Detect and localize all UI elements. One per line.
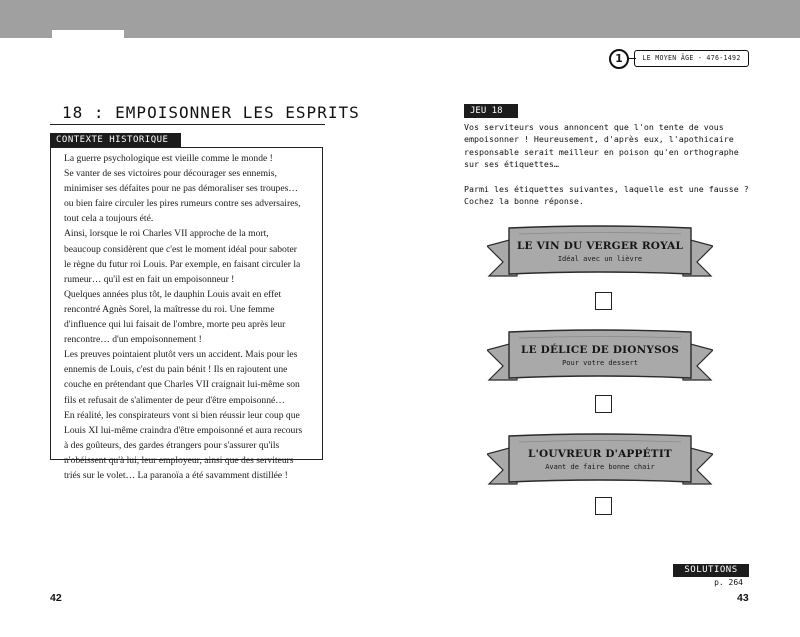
title-underline	[50, 124, 325, 125]
label-title: L'OUVREUR D'APPÉTIT	[528, 448, 672, 460]
game-question: Parmi les étiquettes suivantes, laquelle est une fausse ? Cochez la bonne réponse.	[464, 183, 749, 207]
label-banner	[487, 224, 713, 288]
label-banner	[487, 328, 713, 392]
game-intro: Vos serviteurs vous annoncent que l'on tente de vous empoisonner ! Heureusement, d'après eux, l'apothicaire responsable serait meilleur en poison qu'en orthographe sur ses étiquettes…	[464, 122, 739, 170]
context-line: à des goûteurs, des gardes étrangers pour s'assurer qu'ils	[64, 439, 280, 451]
answer-checkbox-3[interactable]	[595, 497, 612, 515]
context-line: beaucoup considèrent que c'est le moment idéal pour saboter	[64, 243, 297, 255]
label-title: LE VIN DU VERGER ROYAL	[516, 240, 684, 252]
top-bar-notch	[52, 30, 124, 38]
context-line: rencontré Agnès Sorel, la maîtresse du roi. Une femme	[64, 303, 275, 315]
context-line: Quelques années plus tôt, le dauphin Louis avait en effet	[64, 288, 282, 300]
context-line: tout cela a toujours été.	[64, 213, 154, 225]
context-line: n'obéissent qu'à lui, leur employeur, ainsi que des serviteurs	[64, 454, 294, 466]
context-line: d'influence qui lui faisait de l'ombre, morte peu après leur	[64, 319, 286, 331]
game-instructions	[464, 121, 754, 207]
page-number-right: 43	[737, 592, 749, 604]
context-line: En réalité, les conspirateurs vont si bien réussir leur coup que	[64, 409, 300, 421]
context-line: La guerre psychologique est vieille comme le monde !	[64, 153, 273, 164]
label-subtitle: Avant de faire bonne chair	[545, 463, 655, 471]
context-line: ou bien faire circuler les pires rumeurs contre ses adversaires,	[64, 198, 301, 210]
solutions-label: SOLUTIONS	[673, 564, 749, 577]
context-line: Les preuves pointaient plutôt vers un accident. Mais pour les	[64, 349, 298, 361]
context-line: Ainsi, lorsque le roi Charles VII approche de la mort,	[64, 228, 269, 240]
label-subtitle: Pour votre dessert	[562, 359, 638, 367]
context-line: couche en prétendant que Charles VII craignait lui-même son	[64, 379, 300, 391]
solutions-page-ref: p. 264	[714, 578, 743, 587]
label-banner	[487, 432, 713, 496]
context-line: rumeur… qu'il est en fait un empoisonneur !	[64, 273, 235, 285]
page-title: 18 : EMPOISONNER LES ESPRITS	[62, 103, 360, 122]
page-number-left: 42	[50, 592, 62, 604]
context-line: fils et refusait de s'alimenter de peur d'être empoisonné…	[64, 394, 285, 406]
game-label: JEU 18	[464, 104, 518, 118]
context-line: minimiser ses défaites pour ne pas démoraliser ses troupes…	[64, 183, 298, 195]
context-line: Louis XI lui-même craindra d'être empoisonné et aura recours	[64, 424, 303, 436]
answer-checkbox-1[interactable]	[595, 292, 612, 310]
chapter-number-badge: 1	[609, 49, 629, 69]
context-line: le règne du futur roi Louis. Par exemple, en faisant circuler la	[64, 258, 301, 270]
chapter-label: LE MOYEN ÂGE - 476-1492	[634, 50, 749, 67]
answer-checkbox-2[interactable]	[595, 395, 612, 413]
context-line: Se vanter de ses victoires pour décourager ses ennemis,	[64, 168, 277, 180]
label-subtitle: Idéal avec un lièvre	[557, 255, 643, 263]
label-title: LE DÉLICE DE DIONYSOS	[521, 344, 679, 356]
context-text	[64, 151, 320, 483]
context-line: ennemis de Louis, c'est du pain bénit ! Ils en rajoutent une	[64, 364, 288, 376]
context-line: rencontre… d'un empoisonnement !	[64, 334, 202, 346]
context-line: triés sur le volet… La paranoïa a été savamment distillée !	[64, 469, 288, 481]
context-label: CONTEXTE HISTORIQUE	[50, 133, 181, 147]
